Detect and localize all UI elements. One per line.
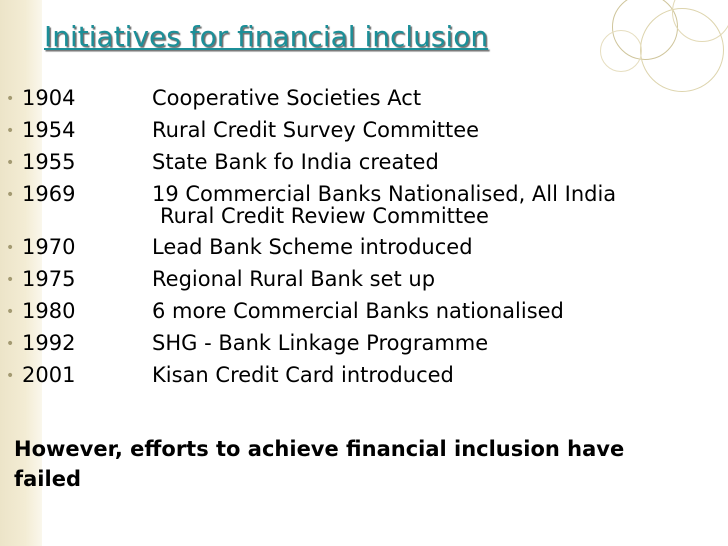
- bullet-icon: •: [6, 272, 15, 288]
- bullet-icon: •: [6, 187, 15, 203]
- item-year: 1969: [22, 182, 76, 206]
- item-description: Kisan Credit Card introduced: [152, 363, 454, 387]
- item-year: 1975: [22, 267, 76, 291]
- item-description: Regional Rural Bank set up: [152, 267, 436, 291]
- bullet-icon: •: [6, 304, 15, 320]
- bullet-icon: •: [6, 240, 15, 256]
- item-year: 1954: [22, 118, 76, 142]
- item-description: 19 Commercial Banks Nationalised, All India Rural Credit Review Committee: [152, 182, 617, 228]
- item-year: 1955: [22, 150, 76, 174]
- item-description: SHG - Bank Linkage Programme: [152, 331, 489, 355]
- item-description: Cooperative Societies Act: [152, 86, 422, 110]
- item-year: 1904: [22, 86, 76, 110]
- bullet-icon: •: [6, 91, 15, 107]
- item-description: Rural Credit Survey Committee: [152, 118, 480, 142]
- bullet-icon: •: [6, 368, 15, 384]
- item-year: 1970: [22, 235, 76, 259]
- item-year: 2001: [22, 363, 76, 387]
- item-description: State Bank fo India created: [152, 150, 439, 174]
- bullet-icon: •: [6, 336, 15, 352]
- bullet-icon: •: [6, 155, 15, 171]
- slide-title: Initiatives for financial inclusion: [44, 20, 489, 53]
- item-description: 6 more Commercial Banks nationalised: [152, 299, 564, 323]
- item-year: 1992: [22, 331, 76, 355]
- bullet-icon: •: [6, 123, 15, 139]
- item-description: Lead Bank Scheme introduced: [152, 235, 473, 259]
- item-year: 1980: [22, 299, 76, 323]
- conclusion-text: However, efforts to achieve financial inclusion have failed: [14, 437, 625, 491]
- decorative-ring: [600, 30, 642, 72]
